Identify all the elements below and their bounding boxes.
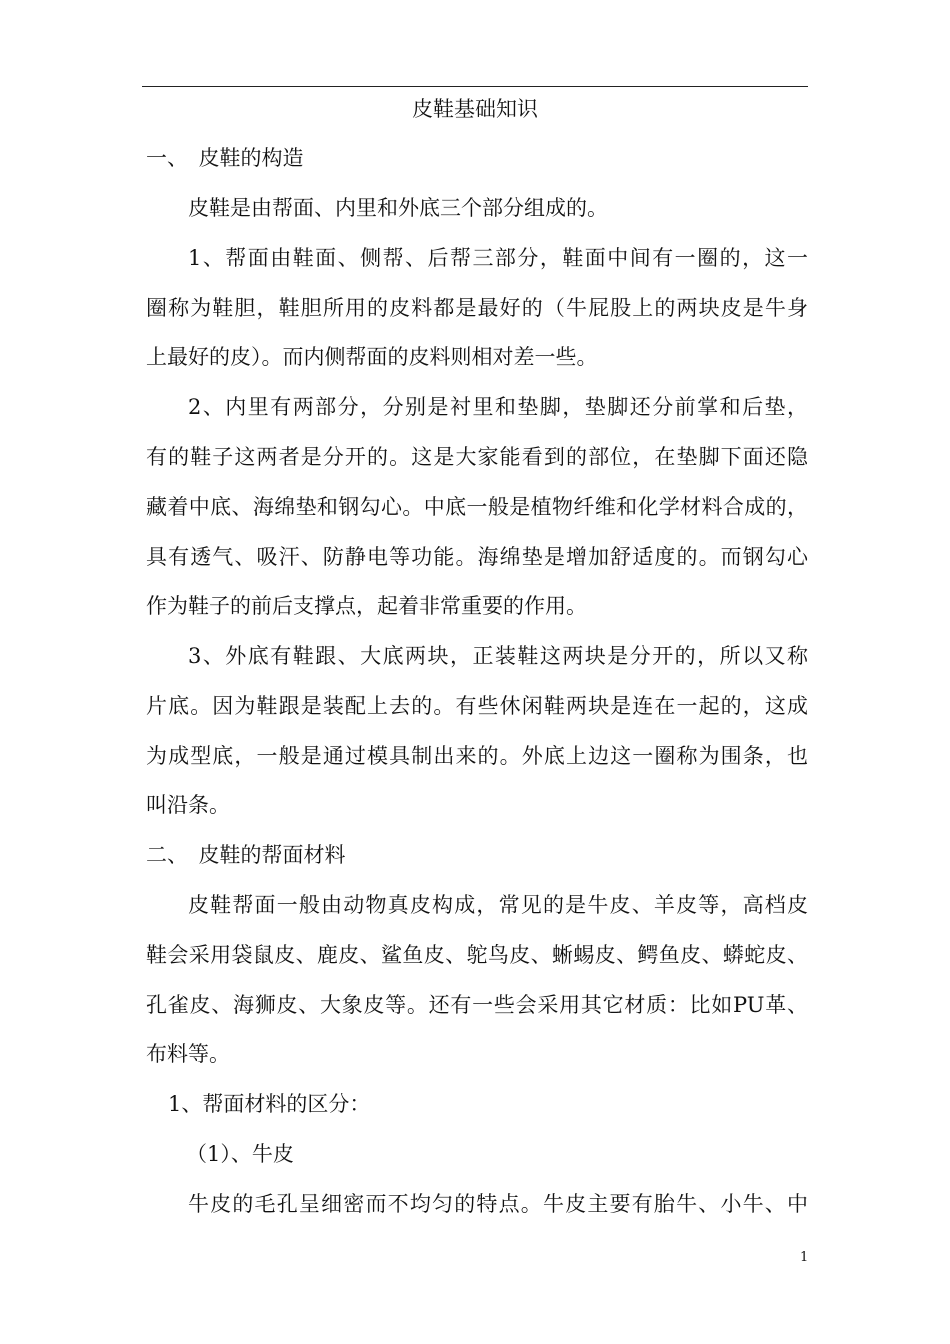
paragraph-line: 为成型底，一般是通过模具制出来的。外底上边这一圈称为围条，也: [146, 744, 808, 768]
paragraph-line: 作为鞋子的前后支撑点，起着非常重要的作用。: [146, 594, 587, 618]
paragraph-line: 有的鞋子这两者是分开的。这是大家能看到的部位，在垫脚下面还隐: [146, 445, 808, 469]
page-number: 1: [800, 1250, 809, 1265]
page-title: 皮鞋基础知识: [412, 97, 538, 121]
paragraph-line: 3、外底有鞋跟、大底两块，正装鞋这两块是分开的，所以又称: [188, 644, 808, 668]
paragraph-line: 上最好的皮）。而内侧帮面的皮料则相对差一些。: [146, 345, 598, 369]
section-heading-1: 一、 皮鞋的构造: [146, 146, 304, 170]
paragraph-line: 圈称为鞋胆，鞋胆所用的皮料都是最好的（牛屁股上的两块皮是牛身: [146, 296, 808, 320]
paragraph-line: 藏着中底、海绵垫和钢勾心。中底一般是植物纤维和化学材料合成的，: [146, 495, 808, 519]
subsubsection-heading: （1）、牛皮: [186, 1142, 294, 1166]
paragraph-line: 片底。因为鞋跟是装配上去的。有些休闲鞋两块是连在一起的，这成: [146, 694, 808, 718]
paragraph-line: 孔雀皮、海狮皮、大象皮等。还有一些会采用其它材质：比如PU革、: [146, 993, 808, 1017]
paragraph-line: 皮鞋是由帮面、内里和外底三个部分组成的。: [188, 196, 608, 220]
paragraph-line: 牛皮的毛孔呈细密而不均匀的特点。牛皮主要有胎牛、小牛、中: [188, 1192, 808, 1216]
paragraph-line: 叫沿条。: [146, 793, 230, 817]
header-rule: [142, 86, 808, 87]
paragraph-line: 1、帮面由鞋面、侧帮、后帮三部分，鞋面中间有一圈的，这一: [188, 246, 808, 270]
section-heading-2: 二、 皮鞋的帮面材料: [146, 843, 346, 867]
subsection-heading: 1、帮面材料的区分：: [168, 1092, 371, 1116]
paragraph-line: 鞋会采用袋鼠皮、鹿皮、鲨鱼皮、鸵鸟皮、蜥蜴皮、鳄鱼皮、蟒蛇皮、: [146, 943, 808, 967]
paragraph-line: 具有透气、吸汗、防静电等功能。海绵垫是增加舒适度的。而钢勾心: [146, 545, 808, 569]
paragraph-line: 皮鞋帮面一般由动物真皮构成，常见的是牛皮、羊皮等，高档皮: [188, 893, 808, 917]
paragraph-line: 布料等。: [146, 1042, 230, 1066]
paragraph-line: 2、内里有两部分，分别是衬里和垫脚，垫脚还分前掌和后垫，: [188, 395, 808, 419]
